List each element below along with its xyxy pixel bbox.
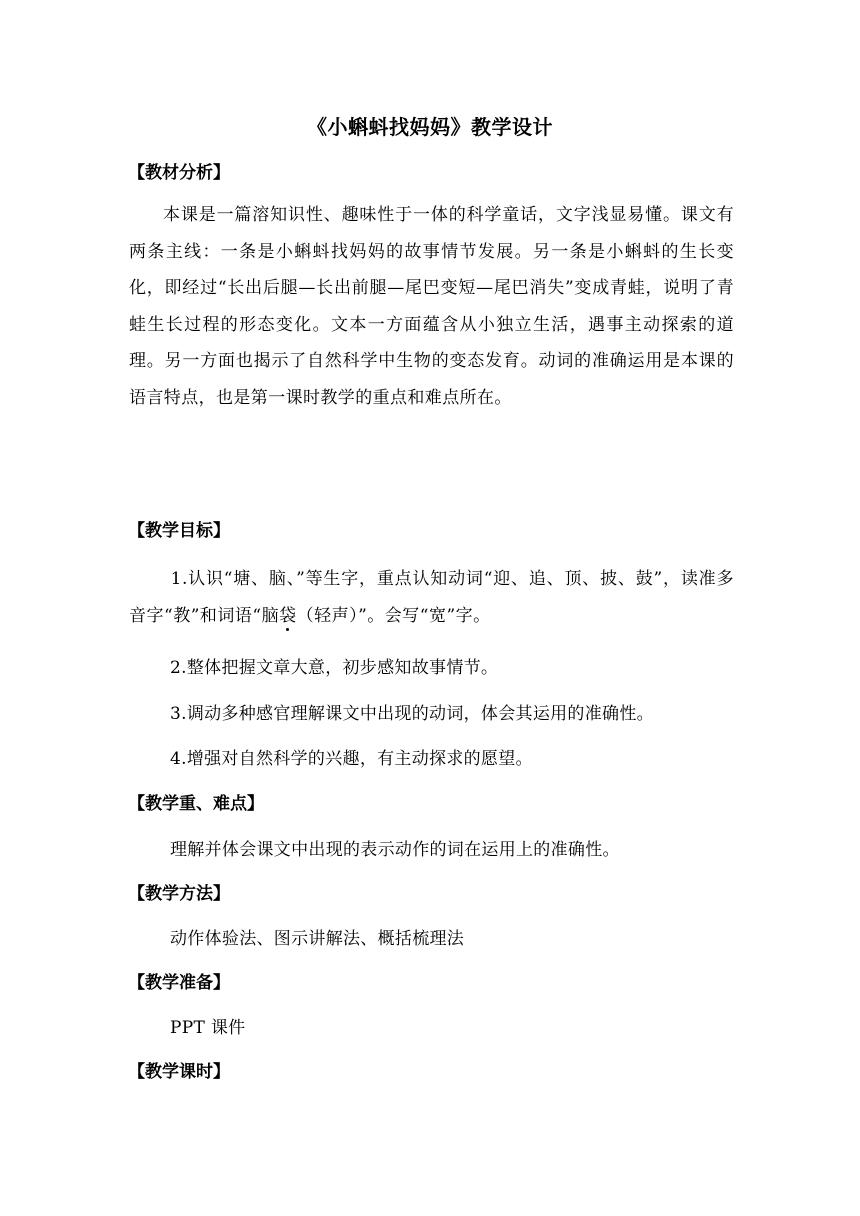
goal-item-4: 4.增强对自然科学的兴趣，有主动探求的愿望。 [170,749,533,769]
document-title: 《小蝌蚪找妈妈》教学设计 [307,115,553,139]
goal-item-1-part-a: 1.认识“塘、脑、”等生字，重点认知动词“迎、追、顶、披、鼓”，读准多音字“教”和词语“脑 [129,569,734,626]
heading-material-analysis: 【教材分析】 [128,163,230,183]
material-analysis-text: 本课是一篇溶知识性、趣味性于一体的科学童话，文字浅显易懂。课文有两条主线：一条是小蝌蚪找妈妈的故事情节发展。另一条是小蝌蚪的生长变化，即经过“长出后腿—长出前腿—尾巴变短—尾巴消失”变成青蛙，说明了青蛙生长过程的形态变化。文本一方面蕴含从小独立生活，遇事主动探索的道理。另一方面也揭示了自然科学中生物的变态发育。动词的准确运用是本课的语言特点，也是第一课时教学的重点和难点所在。 [129,205,734,408]
teaching-preparation-text: PPT 课件 [170,1018,246,1038]
heading-key-points: 【教学重、难点】 [128,794,264,814]
goal-item-2: 2.整体把握文章大意，初步感知故事情节。 [170,658,499,678]
goal-item-1-part-b: （轻声）”。会写“宽”字。 [296,606,491,626]
key-points-text: 理解并体会课文中出现的表示动作的词在运用上的准确性。 [170,840,620,860]
goal-item-1 [129,561,734,635]
goal-item-1-dotted-char: 袋 [279,606,297,626]
teaching-methods-text: 动作体验法、图示讲解法、概括梳理法 [170,929,465,949]
heading-teaching-goals: 【教学目标】 [128,521,230,541]
heading-teaching-methods: 【教学方法】 [128,884,230,904]
heading-teaching-preparation: 【教学准备】 [128,973,230,993]
heading-teaching-periods: 【教学课时】 [128,1062,230,1082]
goal-item-3: 3.调动多种感官理解课文中出现的动词，体会其运用的准确性。 [170,704,654,724]
